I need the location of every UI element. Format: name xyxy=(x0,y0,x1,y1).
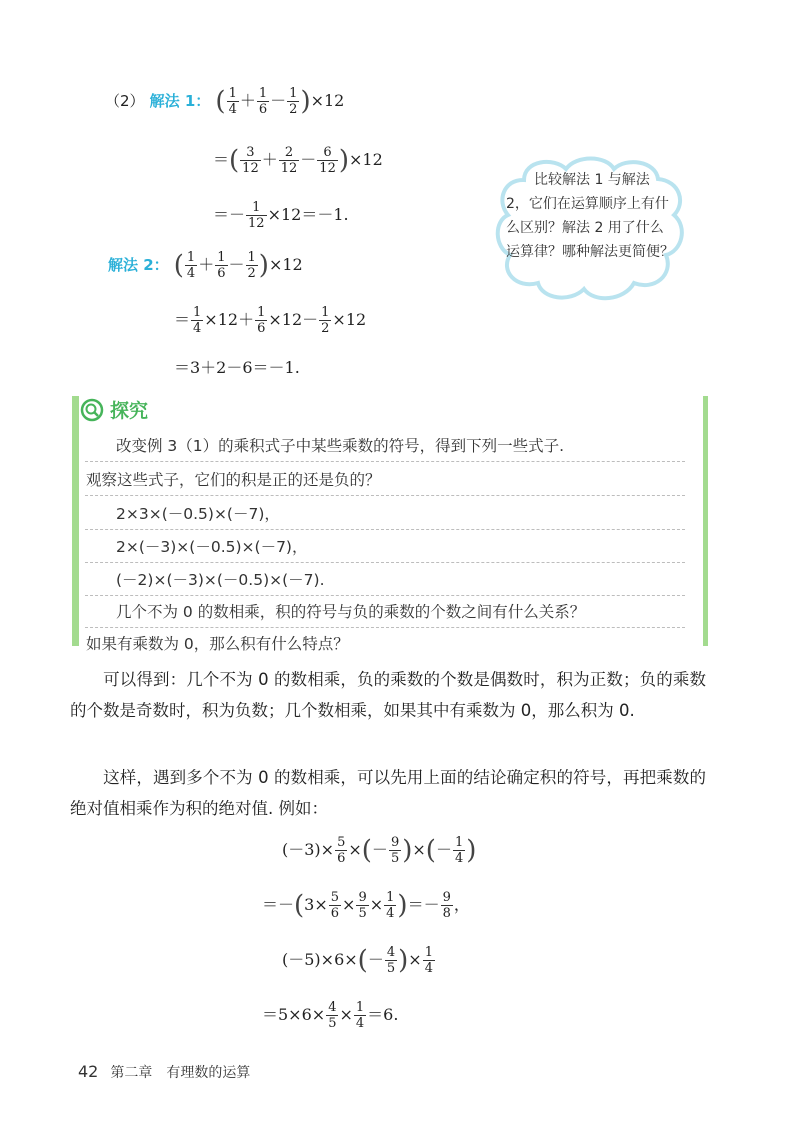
explore-line: 2×3×(－0.5)×(－7)， xyxy=(116,505,280,523)
fraction: $\frac{1}{4}$ xyxy=(454,835,464,866)
fraction: $\frac{9}{5}$ xyxy=(358,890,367,921)
divider xyxy=(85,595,685,596)
example2-line2: ＝5×6× $\frac{4}{5}$ × $\frac{1}{4}$ ＝6. xyxy=(262,1000,399,1031)
fraction: $\frac{9}{8}$ xyxy=(442,890,451,921)
part-prefix: （2） xyxy=(105,92,145,110)
method2-line2: ＝ $\frac{1}{4}$ ×12＋ $\frac{1}{6}$ ×12－ $\frac{1}{2}$ ×12 xyxy=(174,305,367,336)
method2-label: 解法 2： xyxy=(108,256,169,274)
explore-line: 改变例 3（1）的乘积式子中某些乘数的符号，得到下列一些式子. xyxy=(116,437,565,455)
explore-title xyxy=(80,396,148,423)
fraction: $\frac{6}{12}$ xyxy=(319,145,336,176)
fraction: $\frac{5}{6}$ xyxy=(337,835,346,866)
explore-line: 2×(－3)×(－0.5)×(－7)， xyxy=(116,538,308,556)
fraction: $\frac{1}{6}$ xyxy=(257,305,266,336)
fraction: $\frac{3}{12}$ xyxy=(242,145,259,176)
fraction: $\frac{1}{6}$ xyxy=(258,86,268,117)
page-number: 42 xyxy=(78,1062,99,1081)
divider xyxy=(85,529,685,530)
fraction: $\frac{1}{4}$ xyxy=(228,86,237,117)
method2-line1: 解法 2： ( $\frac{1}{4}$ ＋ $\frac{1}{6}$ － $\frac{1}{2}$ )×12 xyxy=(108,250,303,281)
paragraph-conclusion: 可以得到：几个不为 0 的数相乘，负的乘数的个数是偶数时，积为正数；负的乘数的个数是奇数时，积为负数；几个数相乘，如果其中有乘数为 0，那么积为 0. xyxy=(70,670,706,720)
fraction: $\frac{1}{2}$ xyxy=(247,250,256,281)
divider xyxy=(85,627,685,628)
fraction: $\frac{1}{6}$ xyxy=(217,250,226,281)
explore-line: (－2)×(－3)×(－0.5)×(－7). xyxy=(116,571,325,589)
fraction: $\frac{1}{4}$ xyxy=(424,945,433,976)
explore-line: 观察这些式子，它们的积是正的还是负的？ xyxy=(86,471,381,489)
fraction: $\frac{2}{12}$ xyxy=(280,145,298,176)
method2-line3: ＝3＋2－6＝－1. xyxy=(174,358,300,377)
fraction: $\frac{4}{5}$ xyxy=(386,945,396,976)
divider xyxy=(85,562,685,563)
method1-line2: ＝( $\frac{3}{12}$ ＋ $\frac{2}{12}$ － $\frac{6}{12}$ )×12 xyxy=(213,145,383,176)
fraction: $\frac{4}{5}$ xyxy=(328,1000,337,1031)
fraction: $\frac{1}{2}$ xyxy=(289,86,298,117)
cloud-note-text: 比较解法 1 与解法 2，它们在运算顺序上有什么区别？解法 2 用了什么运算律？哪种解法更简便？ xyxy=(506,172,674,260)
fraction: $\frac{1}{4}$ xyxy=(193,305,202,336)
fraction: $\frac{1}{12}$ xyxy=(248,200,265,231)
explore-title-text: 探究 xyxy=(110,400,149,422)
example2-line1: (－5)×6×(－ $\frac{4}{5}$ )× $\frac{1}{4}$ xyxy=(282,945,433,976)
method1-line1: （2） 解法 1： ( $\frac{1}{4}$ ＋ $\frac{1}{6}$ － $\frac{1}{2}$ )×12 xyxy=(105,86,345,117)
example1-line2: ＝－(3× $\frac{5}{6}$ × $\frac{9}{5}$ × $\frac{1}{4}$ )＝－ $\frac{9}{8}$ ， xyxy=(262,890,470,921)
chapter-title: 第二章 有理数的运算 xyxy=(110,1065,251,1081)
fraction: $\frac{1}{4}$ xyxy=(186,250,196,281)
divider xyxy=(85,461,685,462)
page-footer xyxy=(78,1062,250,1082)
example1-line1: (－3)× $\frac{5}{6}$ ×(－ $\frac{9}{5}$ )×(－ $\frac{1}{4}$ ) xyxy=(282,835,477,866)
method1-label: 解法 1： xyxy=(149,92,211,110)
fraction: $\frac{5}{6}$ xyxy=(330,890,340,921)
explore-icon xyxy=(80,398,104,422)
fraction: $\frac{9}{5}$ xyxy=(390,835,400,866)
fraction: $\frac{1}{2}$ xyxy=(321,305,330,336)
fraction: $\frac{1}{4}$ xyxy=(386,890,395,921)
explore-line: 几个不为 0 的数相乘，积的符号与负的乘数的个数之间有什么关系？ xyxy=(116,603,586,621)
explore-line: 如果有乘数为 0，那么积有什么特点？ xyxy=(86,635,349,653)
divider xyxy=(85,495,685,496)
method1-line3: ＝－ $\frac{1}{12}$ ×12＝－1. xyxy=(213,200,349,231)
fraction: $\frac{1}{4}$ xyxy=(355,1000,365,1031)
paragraph-method: 这样，遇到多个不为 0 的数相乘，可以先用上面的结论确定积的符号，再把乘数的绝对值相乘作为积的绝对值. 例如： xyxy=(70,768,706,818)
